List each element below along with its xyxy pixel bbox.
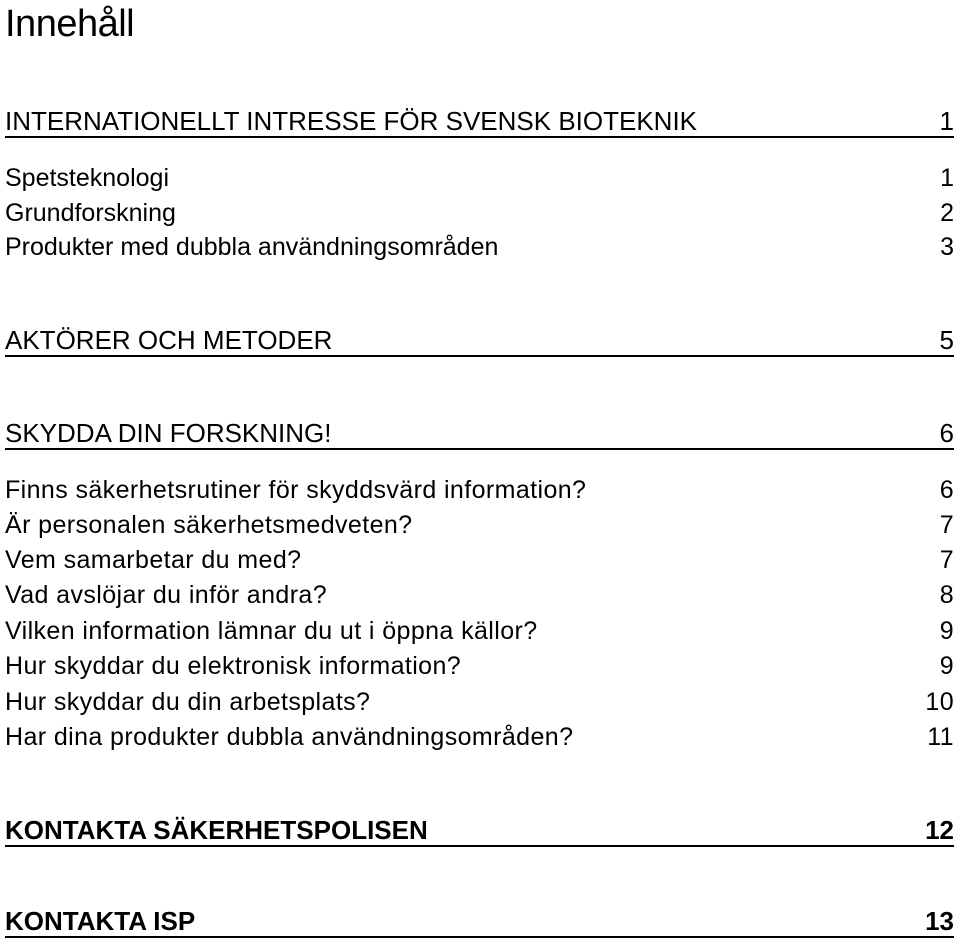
toc-chapter-label: SKYDDA DIN FORSKNING! (5, 418, 332, 448)
toc-page-number: 10 (925, 688, 954, 716)
toc-chapter-3[interactable] (5, 418, 954, 450)
toc-item-label: Hur skyddar du elektronisk information? (5, 652, 462, 680)
toc-chapter-label: KONTAKTA ISP (5, 906, 196, 936)
toc-page-number: 9 (939, 652, 954, 680)
toc-page-number: 11 (927, 723, 954, 751)
toc-item[interactable] (5, 161, 954, 195)
toc-page-number: 1 (939, 106, 954, 136)
toc-item[interactable] (5, 614, 954, 648)
toc-item-label: Har dina produkter dubbla användningsområden? (5, 723, 574, 751)
page-title: Innehåll (5, 3, 135, 45)
toc-page-number: 2 (940, 199, 954, 227)
toc-item[interactable] (5, 508, 954, 542)
toc-item-label: Vilken information lämnar du ut i öppna källor? (5, 617, 538, 645)
toc-page-number: 5 (939, 325, 954, 355)
toc-page-number: 6 (939, 418, 954, 448)
toc-item[interactable] (5, 685, 954, 719)
toc-item[interactable] (5, 578, 954, 612)
toc-page-number: 7 (939, 511, 954, 539)
toc-item-label: Finns säkerhetsrutiner för skyddsvärd information? (5, 476, 587, 504)
toc-chapter-label: AKTÖRER OCH METODER (5, 325, 333, 355)
toc-page-number: 12 (925, 815, 954, 845)
toc-page-number: 1 (940, 164, 954, 192)
toc-item[interactable] (5, 196, 954, 230)
toc-item[interactable] (5, 649, 954, 683)
toc-item[interactable] (5, 720, 954, 754)
toc-chapter-4[interactable] (5, 815, 954, 847)
toc-item[interactable] (5, 543, 954, 577)
toc-page-number: 6 (939, 476, 954, 504)
toc-chapter-label: KONTAKTA SÄKERHETSPOLISEN (5, 815, 428, 845)
toc-item-label: Hur skyddar du din arbetsplats? (5, 688, 371, 716)
toc-chapter-label: INTERNATIONELLT INTRESSE FÖR SVENSK BIOTEKNIK (5, 106, 698, 136)
toc-page-number: 8 (939, 581, 954, 609)
toc-chapter-5[interactable] (5, 906, 954, 938)
toc-item-label: Är personalen säkerhetsmedveten? (5, 511, 413, 539)
toc-item-label: Spetsteknologi (5, 164, 170, 192)
toc-chapter-2[interactable] (5, 325, 954, 357)
toc-item-label: Vad avslöjar du inför andra? (5, 581, 328, 609)
toc-item[interactable] (5, 473, 954, 507)
toc-item-label: Vem samarbetar du med? (5, 546, 302, 574)
toc-item-label: Grundforskning (5, 199, 176, 227)
toc-item-label: Produkter med dubbla användningsområden (5, 233, 499, 261)
toc-page-number: 9 (939, 617, 954, 645)
toc-page-number: 13 (925, 906, 954, 936)
toc-page-number: 3 (940, 233, 954, 261)
toc-chapter-1[interactable] (5, 106, 954, 138)
toc-item[interactable] (5, 230, 954, 264)
toc-page-number: 7 (939, 546, 954, 574)
